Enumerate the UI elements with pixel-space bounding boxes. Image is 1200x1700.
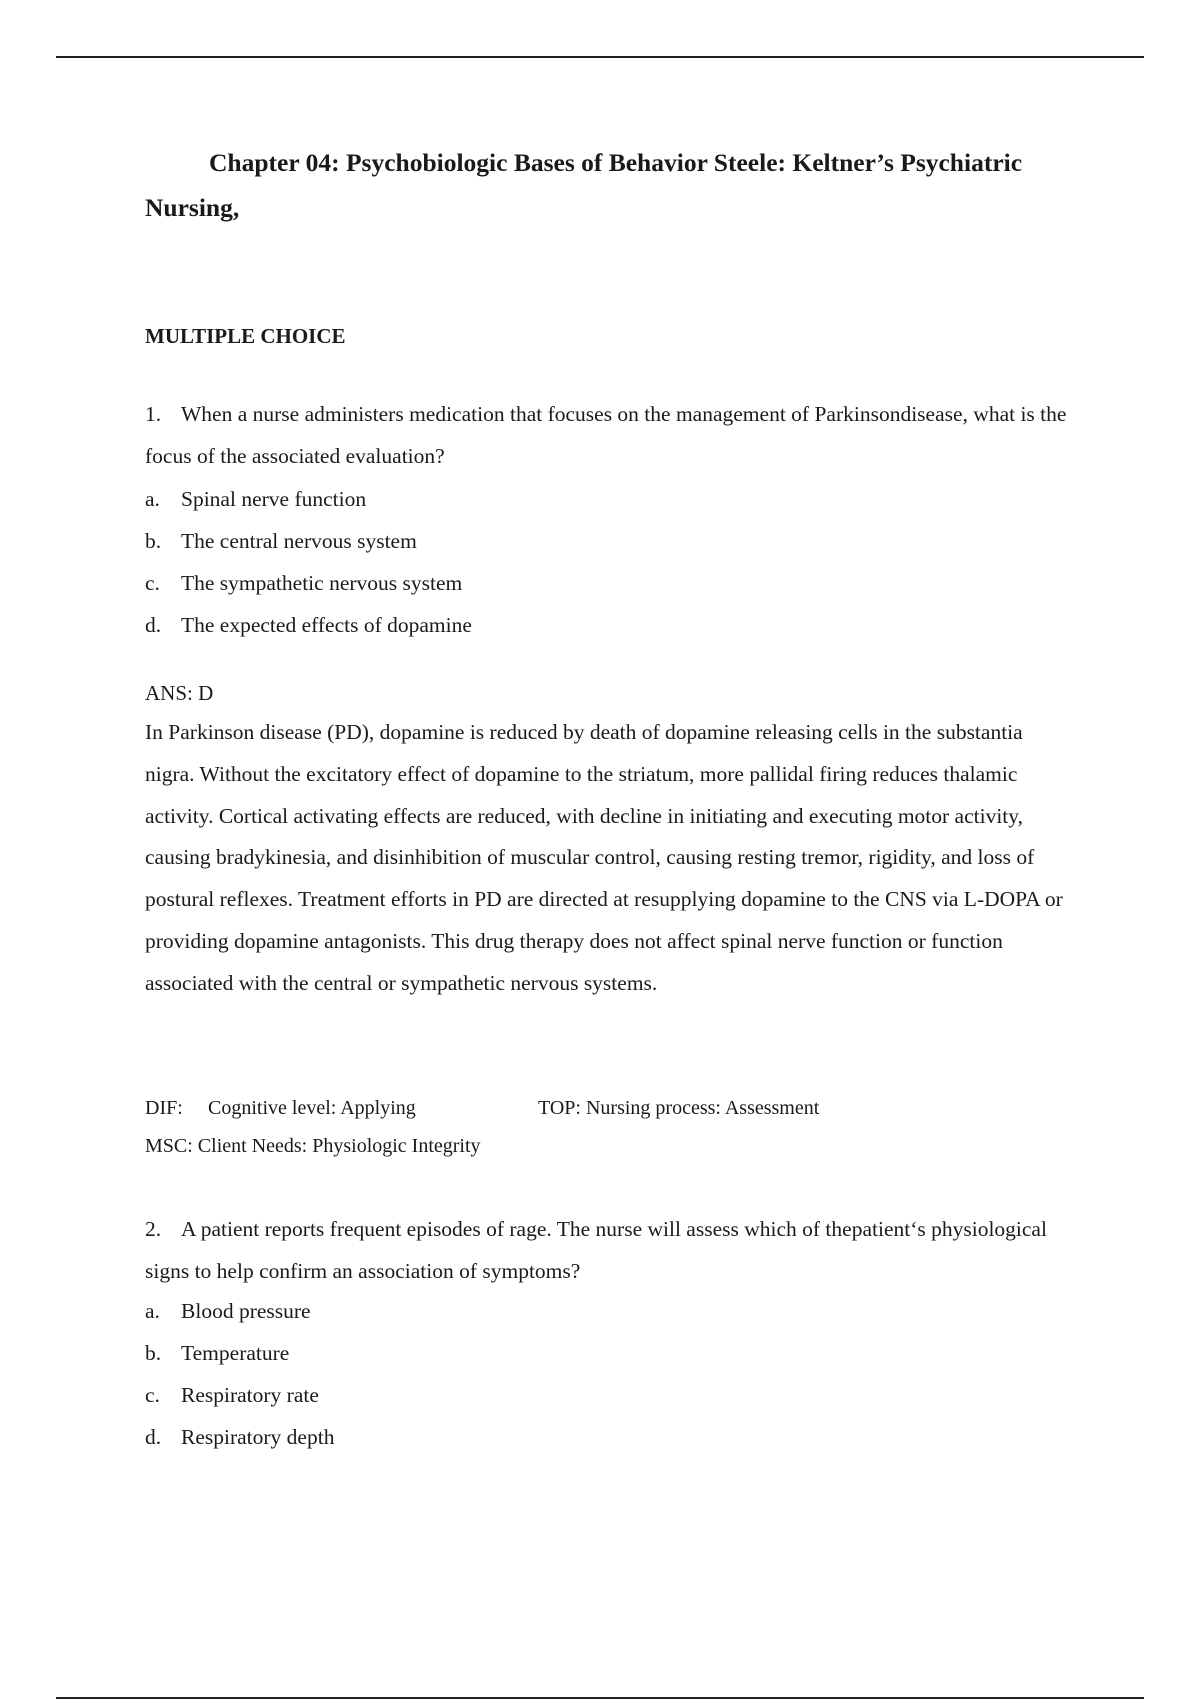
choice-text: The sympathetic nervous system (181, 571, 463, 595)
choice-letter: d. (145, 613, 162, 637)
choice-letter: c. (145, 571, 160, 595)
choice-text: Temperature (181, 1341, 290, 1365)
dif-label: DIF: (145, 1097, 183, 1119)
dif-value: Cognitive level: Applying (208, 1097, 416, 1119)
choice-letter: a. (145, 1299, 160, 1323)
choice-item (145, 1290, 845, 1332)
choice-item (145, 1416, 845, 1458)
question-number: 1. (145, 402, 162, 426)
section-heading: MULTIPLE CHOICE (145, 324, 346, 348)
choice-text: Respiratory rate (181, 1383, 319, 1407)
choice-letter: b. (145, 1341, 162, 1365)
question-text: When a nurse administers medication that focuses on the management of Parkinsondisease, what is the focus of the associated evaluation? (145, 402, 1067, 468)
choice-letter: b. (145, 529, 162, 553)
question-1 (145, 393, 1085, 477)
choice-text: The expected effects of dopamine (181, 613, 472, 637)
answer-key: ANS: D (145, 681, 214, 705)
choice-text: Blood pressure (181, 1299, 311, 1323)
choice-list-2 (145, 1290, 845, 1458)
question-2 (145, 1208, 1085, 1292)
choice-item (145, 1332, 845, 1374)
choice-text: The central nervous system (181, 529, 417, 553)
choice-list-1 (145, 478, 845, 646)
choice-item (145, 520, 845, 562)
choice-letter: a. (145, 487, 160, 511)
choice-text: Spinal nerve function (181, 487, 367, 511)
bottom-rule (56, 1697, 1144, 1699)
rationale-text: In Parkinson disease (PD), dopamine is reduced by death of dopamine releasing cells in the substantia nigra. Without the excitatory effect of dopamine to the striatum, more pallidal firing reduces thalamic activity. Cortical activating effects are reduced, with decline in initiating and executing motor activity, causing bradykinesia, and disinhibition of muscular control, causing resting tremor, rigidity, and loss of postural reflexes. Treatment efforts in PD are directed at resupplying dopamine to the CNS via L-DOPA or providing dopamine antagonists. This drug therapy does not affect spinal nerve function or function associated with the central or sympathetic nervous systems. (145, 720, 1063, 995)
choice-text: Respiratory depth (181, 1425, 335, 1449)
choice-item (145, 604, 845, 646)
choice-letter: c. (145, 1383, 160, 1407)
page-title: Chapter 04: Psychobiologic Bases of Behavior Steele: Keltner’s Psychiatric Nursing, (145, 148, 1023, 222)
choice-letter: d. (145, 1425, 162, 1449)
metadata-row (145, 1090, 1045, 1126)
question-text: A patient reports frequent episodes of rage. The nurse will assess which of thepatient‘s physiological signs to help confirm an association of symptoms? (145, 1217, 1047, 1283)
top-rule (56, 56, 1144, 58)
topic-value: TOP: Nursing process: Assessment (538, 1097, 820, 1119)
choice-item (145, 1374, 845, 1416)
question-number: 2. (145, 1217, 162, 1241)
choice-item (145, 478, 845, 520)
msc-value: MSC: Client Needs: Physiologic Integrity (145, 1135, 481, 1157)
choice-item (145, 562, 845, 604)
